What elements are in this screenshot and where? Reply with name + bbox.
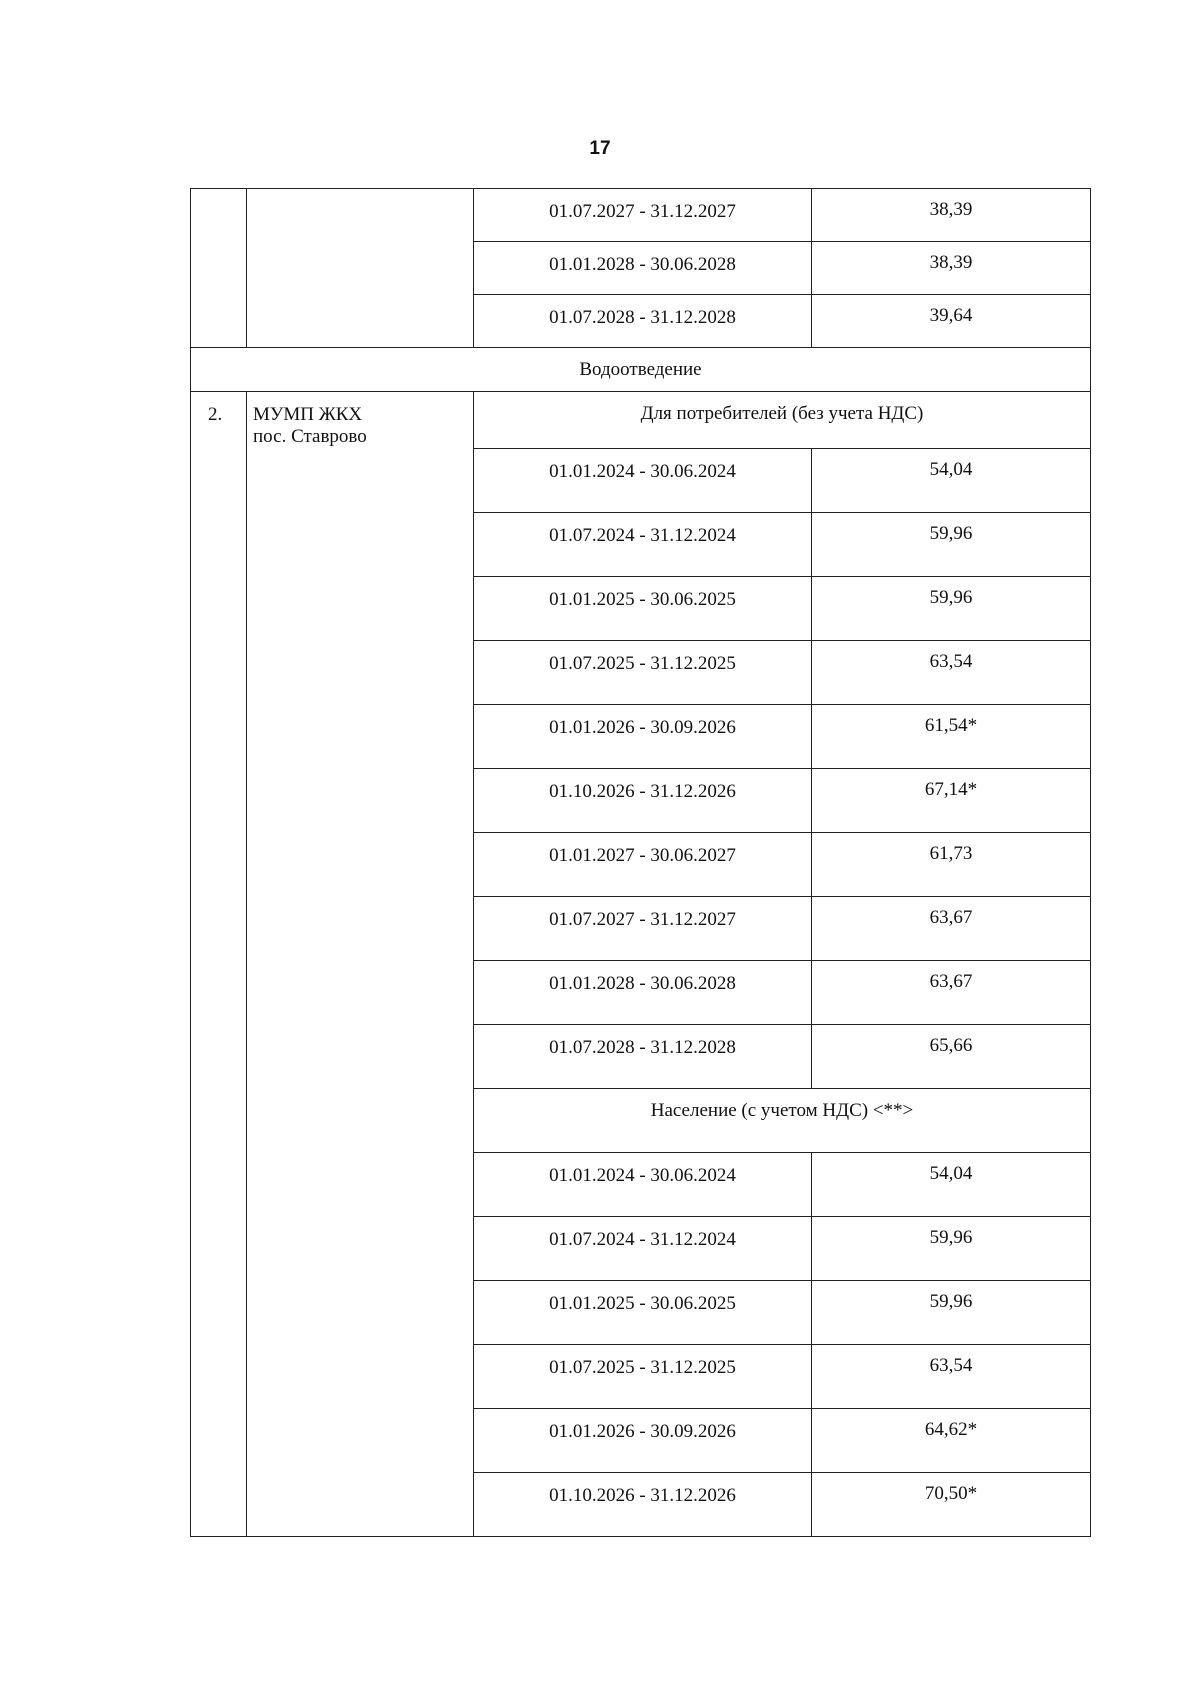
section-row	[191, 348, 1091, 392]
population-header: Население (с учетом НДС) <**>	[474, 1089, 1091, 1153]
period-cell: 01.01.2028 - 30.06.2028	[474, 242, 812, 295]
period-cell: 01.07.2024 - 31.12.2024	[474, 513, 812, 577]
tariff-value-cell: 39,64	[812, 295, 1091, 348]
tariff-value-cell: 38,39	[812, 189, 1091, 242]
tariff-value-cell: 61,54*	[812, 705, 1091, 769]
period-cell: 01.01.2028 - 30.06.2028	[474, 961, 812, 1025]
tariff-value-cell: 59,96	[812, 1217, 1091, 1281]
period-cell: 01.10.2026 - 31.12.2026	[474, 1473, 812, 1537]
organization-name: МУМП ЖКХ	[253, 404, 363, 425]
tariff-value-cell: 54,04	[812, 449, 1091, 513]
section-title: Водоотведение	[191, 348, 1091, 392]
tariff-value-cell: 65,66	[812, 1025, 1091, 1089]
period-cell: 01.07.2028 - 31.12.2028	[474, 295, 812, 348]
tariff-value-cell: 67,14*	[812, 769, 1091, 833]
tariff-value-cell: 38,39	[812, 242, 1091, 295]
period-cell: 01.10.2026 - 31.12.2026	[474, 769, 812, 833]
period-cell: 01.07.2025 - 31.12.2025	[474, 1345, 812, 1409]
period-cell: 01.01.2025 - 30.06.2025	[474, 577, 812, 641]
organization-cell	[247, 392, 474, 1537]
tariff-value-cell: 70,50*	[812, 1473, 1091, 1537]
period-cell: 01.07.2024 - 31.12.2024	[474, 1217, 812, 1281]
tariff-value-cell: 63,54	[812, 1345, 1091, 1409]
table-row	[191, 189, 1091, 242]
period-cell: 01.01.2027 - 30.06.2027	[474, 833, 812, 897]
org-cell-empty	[247, 189, 474, 348]
period-cell: 01.07.2027 - 31.12.2027	[474, 897, 812, 961]
tariff-value-cell: 63,67	[812, 961, 1091, 1025]
entry-number: 2.	[191, 392, 247, 1537]
consumers-header: Для потребителей (без учета НДС)	[474, 392, 1091, 449]
subheader-row	[191, 392, 1091, 449]
period-cell: 01.07.2025 - 31.12.2025	[474, 641, 812, 705]
tariff-value-cell: 59,96	[812, 577, 1091, 641]
period-cell: 01.01.2026 - 30.09.2026	[474, 1409, 812, 1473]
tariff-value-cell: 64,62*	[812, 1409, 1091, 1473]
tariff-value-cell: 63,54	[812, 641, 1091, 705]
period-cell: 01.01.2026 - 30.09.2026	[474, 705, 812, 769]
organization-location: пос. Ставрово	[253, 426, 367, 447]
number-cell-empty	[191, 189, 247, 348]
period-cell: 01.01.2025 - 30.06.2025	[474, 1281, 812, 1345]
tariff-value-cell: 59,96	[812, 513, 1091, 577]
tariff-value-cell: 61,73	[812, 833, 1091, 897]
tariff-value-cell: 54,04	[812, 1153, 1091, 1217]
period-cell: 01.01.2024 - 30.06.2024	[474, 1153, 812, 1217]
period-cell: 01.01.2024 - 30.06.2024	[474, 449, 812, 513]
tariff-value-cell: 59,96	[812, 1281, 1091, 1345]
tariff-value-cell: 63,67	[812, 897, 1091, 961]
page-number: 17	[589, 138, 611, 159]
tariff-table	[190, 188, 1091, 1537]
period-cell: 01.07.2027 - 31.12.2027	[474, 189, 812, 242]
period-cell: 01.07.2028 - 31.12.2028	[474, 1025, 812, 1089]
